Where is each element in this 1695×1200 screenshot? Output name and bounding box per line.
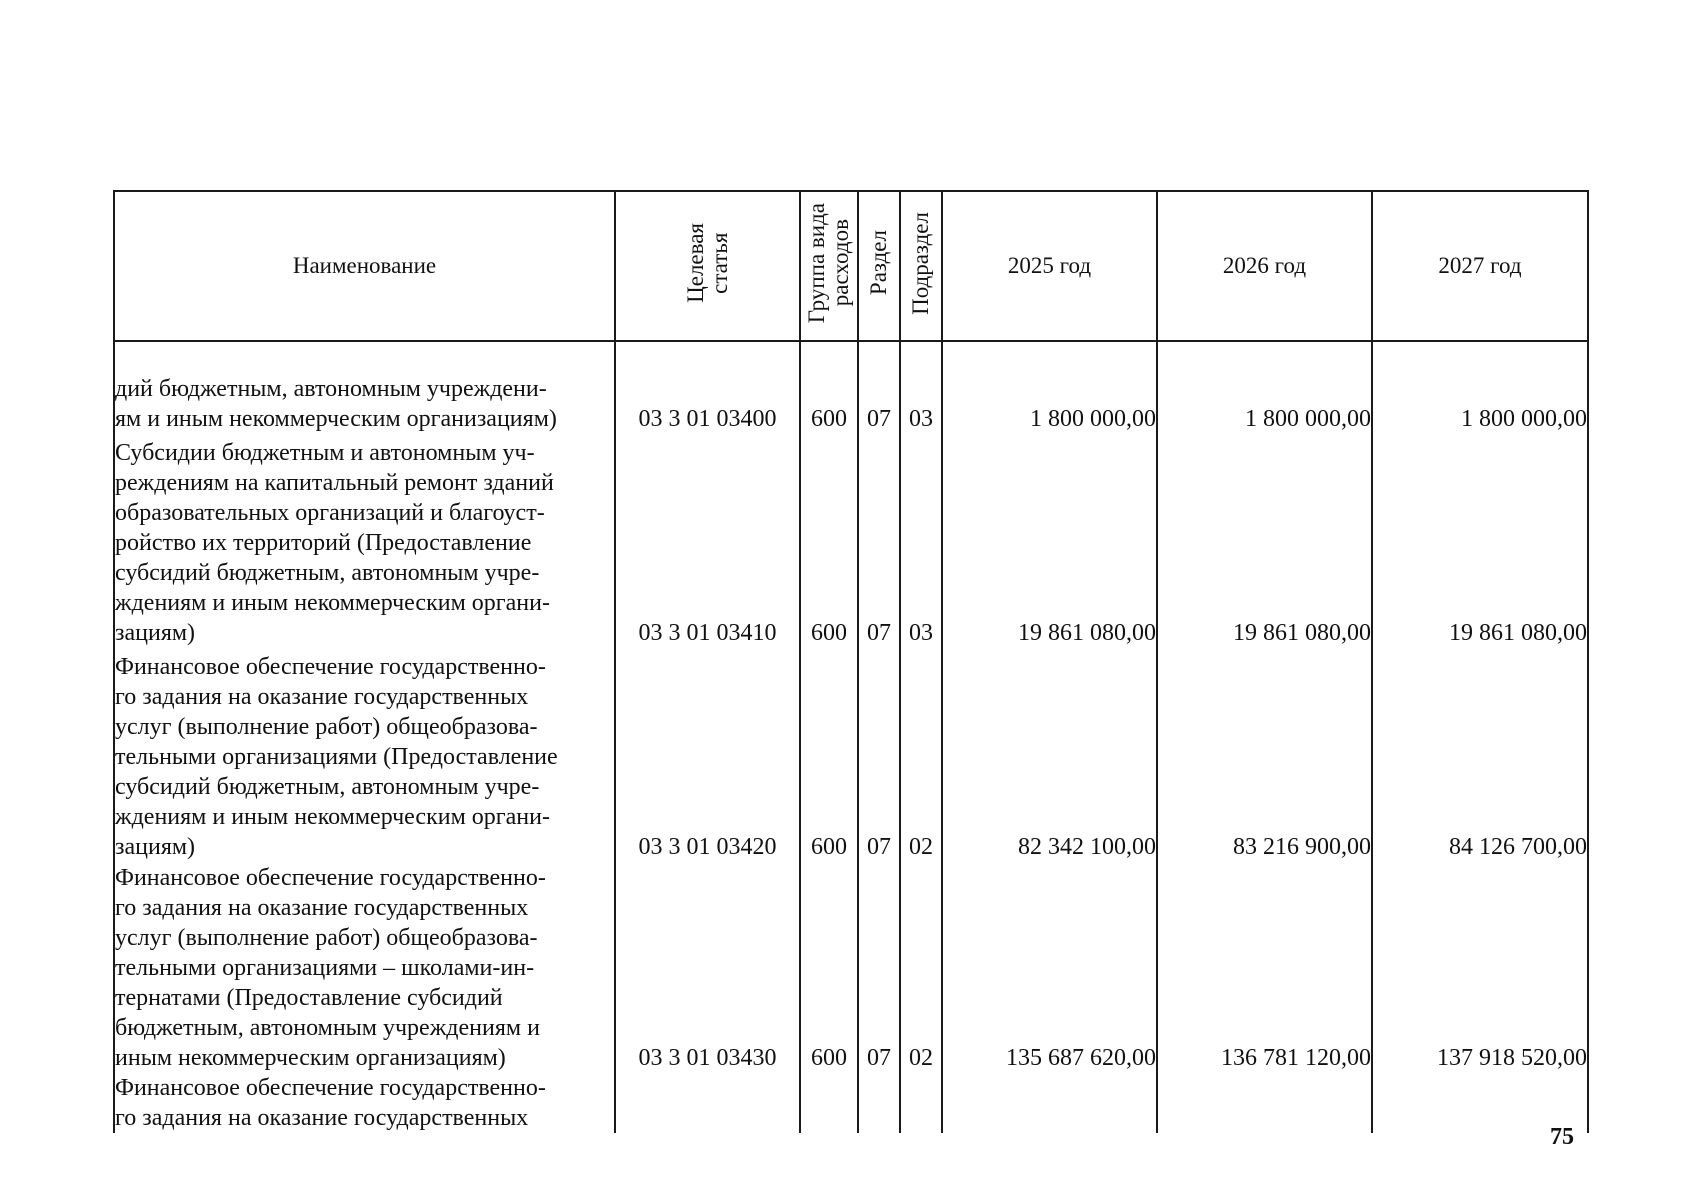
row-subsection: 03 <box>900 341 942 434</box>
row-target-article: 03 3 01 03420 <box>615 648 800 862</box>
row-section: 07 <box>858 434 900 648</box>
row-subsection: 02 <box>900 862 942 1073</box>
row-amount-2027: 137 918 520,00 <box>1372 862 1588 1073</box>
row-subsection: 03 <box>900 434 942 648</box>
row-name: Финансовое обеспечение государственно- го задания на оказание государственных услуг (выполнение работ) общеобразова- тельными организациями (Предоставление субсидий бюджетным, автономным учре- ждениям и иным некоммерческим органи- зациям) <box>114 648 615 862</box>
table-header-row <box>114 191 1588 341</box>
row-amount-2026: 19 861 080,00 <box>1157 434 1372 648</box>
row-name: Субсидии бюджетным и автономным уч- реждениям на капитальный ремонт зданий образовательных организаций и благоуст- ройство их территорий (Предоставление субсидий бюджетным, автономным учре- ждениям и иным некоммерческим органи- зациям) <box>114 434 615 648</box>
header-year-2026: 2026 год <box>1157 191 1372 341</box>
row-amount-2026: 1 800 000,00 <box>1157 341 1372 434</box>
header-year-2027: 2027 год <box>1372 191 1588 341</box>
row-amount-2026: 136 781 120,00 <box>1157 862 1372 1073</box>
header-year-2025: 2025 год <box>942 191 1157 341</box>
table-row <box>114 434 1588 648</box>
row-section <box>858 1073 900 1133</box>
header-name: Наименование <box>114 191 615 341</box>
row-amount-2027: 84 126 700,00 <box>1372 648 1588 862</box>
table-row <box>114 648 1588 862</box>
budget-table <box>113 190 1589 1133</box>
row-expense-group <box>800 1073 858 1133</box>
row-amount-2025 <box>942 1073 1157 1133</box>
row-target-article: 03 3 01 03400 <box>615 341 800 434</box>
row-amount-2025: 19 861 080,00 <box>942 434 1157 648</box>
row-target-article <box>615 1073 800 1133</box>
row-section: 07 <box>858 341 900 434</box>
row-amount-2027: 1 800 000,00 <box>1372 341 1588 434</box>
row-amount-2026 <box>1157 1073 1372 1133</box>
row-target-article: 03 3 01 03430 <box>615 862 800 1073</box>
row-name: Финансовое обеспечение государственно- го задания на оказание государственных услуг (выполнение работ) общеобразова- тельными организациями – школами-ин- тернатами (Предоставление субсидий бюджетным, автономным учреждениям и иным некоммерческим организациям) <box>114 862 615 1073</box>
table-row <box>114 341 1588 434</box>
row-amount-2027: 19 861 080,00 <box>1372 434 1588 648</box>
row-section: 07 <box>858 862 900 1073</box>
row-expense-group: 600 <box>800 434 858 648</box>
row-name: Финансовое обеспечение государственно- го задания на оказание государственных <box>114 1073 615 1133</box>
header-subsection: Подраздел <box>900 191 942 341</box>
row-amount-2025: 135 687 620,00 <box>942 862 1157 1073</box>
row-amount-2025: 1 800 000,00 <box>942 341 1157 434</box>
header-section: Раздел <box>858 191 900 341</box>
row-expense-group: 600 <box>800 648 858 862</box>
row-name: дий бюджетным, автономным учреждени- ям и иным некоммерческим организациям) <box>114 341 615 434</box>
row-section: 07 <box>858 648 900 862</box>
row-expense-group: 600 <box>800 341 858 434</box>
row-subsection: 02 <box>900 648 942 862</box>
header-target-article: Целевая статья <box>615 191 800 341</box>
row-target-article: 03 3 01 03410 <box>615 434 800 648</box>
table-row <box>114 1073 1588 1133</box>
header-expense-group: Группа вида расходов <box>800 191 858 341</box>
row-subsection <box>900 1073 942 1133</box>
budget-table-frame <box>113 190 1587 1131</box>
page-number: 75 <box>1550 1124 1574 1150</box>
row-amount-2026: 83 216 900,00 <box>1157 648 1372 862</box>
table-row <box>114 862 1588 1073</box>
row-amount-2025: 82 342 100,00 <box>942 648 1157 862</box>
row-expense-group: 600 <box>800 862 858 1073</box>
